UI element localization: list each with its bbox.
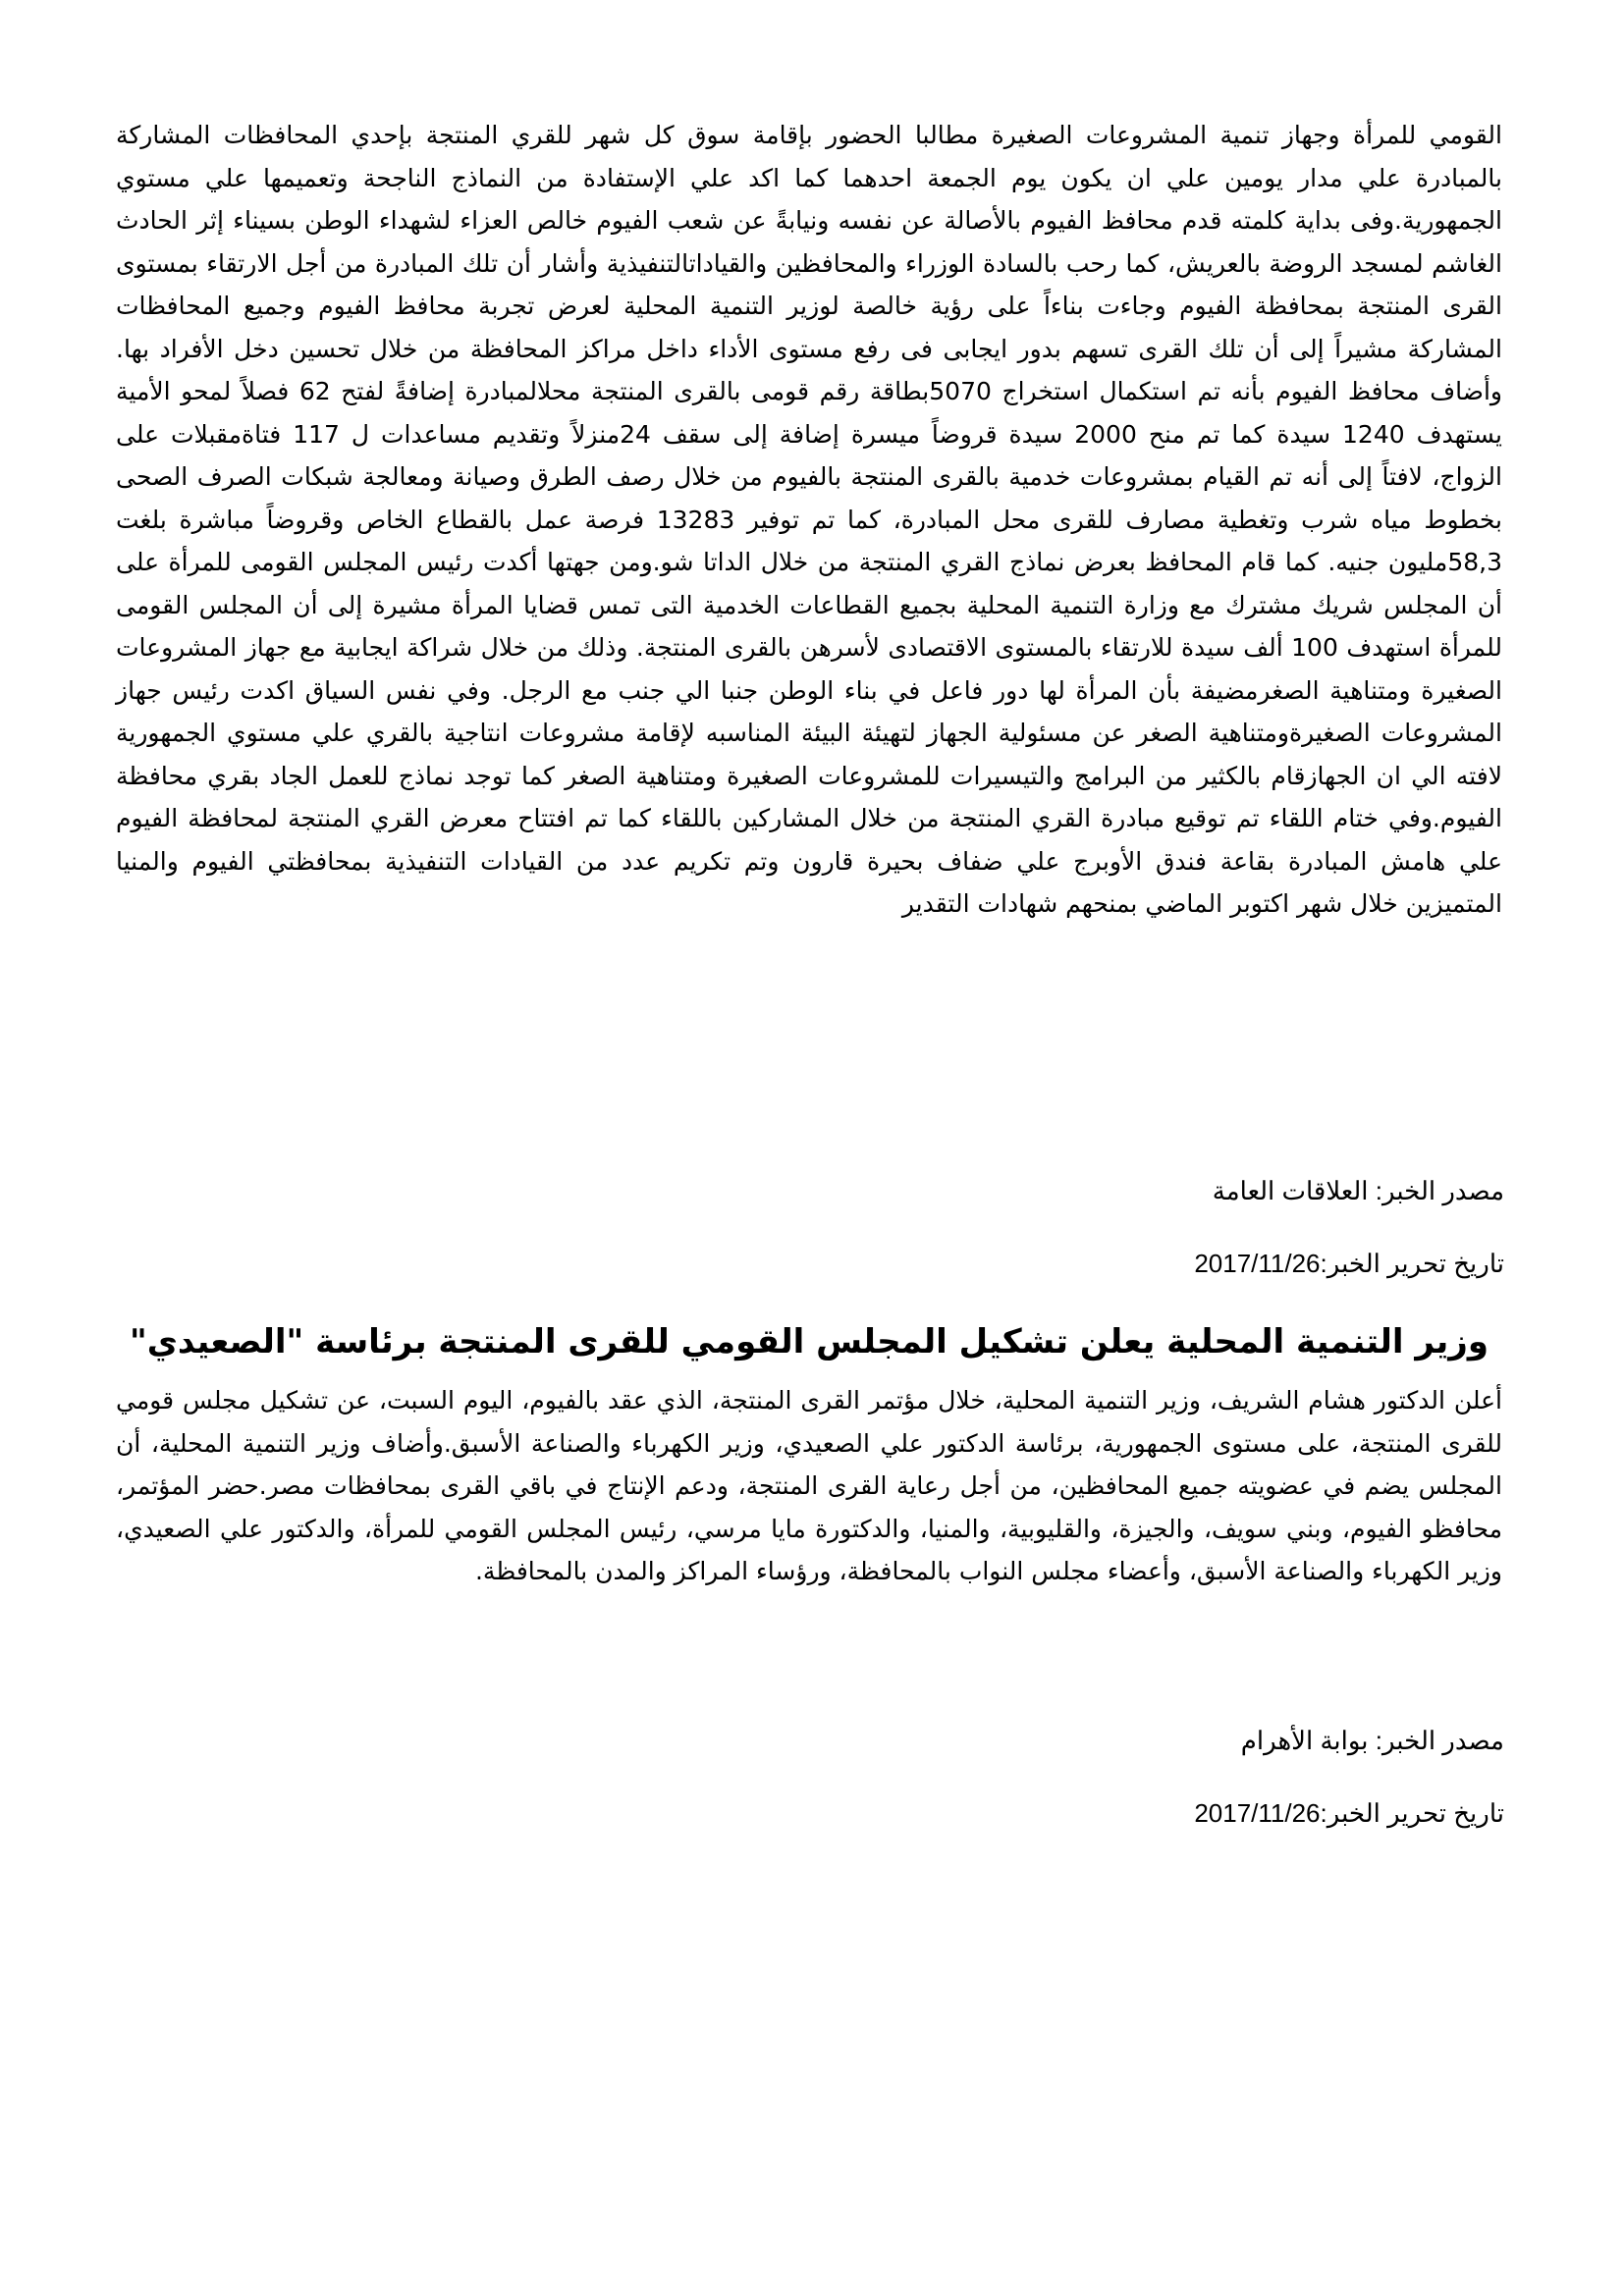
news-source-line: مصدر الخبر: بوابة الأهرام (1240, 1726, 1504, 1755)
article-headline: وزير التنمية المحلية يعلن تشكيل المجلس القومي للقرى المنتجة برئاسة "الصعيدي" (130, 1322, 1489, 1362)
article-body: أعلن الدكتور هشام الشريف، وزير التنمية المحلية، خلال مؤتمر القرى المنتجة، الذي عقد بالفيوم، اليوم السبت، عن تشكيل مجلس قومي للقرى المنتجة، على مستوى الجمهورية، برئاسة الدكتور علي الصعيدي، وزير الكهرباء والصناعة الأسبق.وأضاف وزير التنمية المحلية، أن المجلس يضم في عضويته جميع المحافظين، من أجل رعاية القرى المنتجة، ودعم الإنتاج في باقي القرى بمحافظات مصر.حضر المؤتمر، محافظو الفيوم، وبني سويف، والجيزة، والقليوبية، والمنيا، والدكتورة مايا مرسي، رئيس المجلس القومي للمرأة، والدكتور علي الصعيدي، وزير الكهرباء والصناعة الأسبق، وأعضاء مجلس النواب بالمحافظة، ورؤساء المراكز والمدن بالمحافظة. (116, 1386, 1502, 1586)
article-body-continued: القومي للمرأة وجهاز تنمية المشروعات الصغيرة مطالبا الحضور بإقامة سوق كل شهر للقري المنتجة بإحدي المحافظات المشاركة بالمبادرة علي مدار يومين علي ان يكون يوم الجمعة احدهما كما اكد علي الإستفادة من النماذج الناجحة وتعميمها علي مستوي الجمهورية.وفى بداية كلمته قدم محافظ الفيوم بالأصالة عن نفسه ونيابةً عن شعب الفيوم خالص العزاء لشهداء الوطن بسيناء إثر الحادث الغاشم لمسجد الروضة بالعريش، كما رحب بالسادة الوزراء والمحافظين والقياداتالتنفيذية وأشار أن تلك المبادرة من أجل الارتقاء بمستوى القرى المنتجة بمحافظة الفيوم وجاءت بناءاً على رؤية خالصة لوزير التنمية المحلية لعرض تجربة محافظ الفيوم وجميع المحافظات المشاركة مشيراً إلى أن تلك القرى تسهم بدور ايجابى فى رفع مستوى الأداء داخل مراكز المحافظة من خلال تحسين دخل الأفراد بها. وأضاف محافظ الفيوم بأنه تم استكمال استخراج 5070بطاقة رقم قومى بالقرى المنتجة محلالمبادرة إضافةً لفتح 62 فصلاً لمحو الأمية يستهدف 1240 سيدة كما تم منح 2000 سيدة قروضاً ميسرة إضافة إلى سقف 24منزلاً وتقديم مساعدات ل 117 فتاةمقبلات على الزواج، لافتاً إلى أنه تم القيام بمشروعات خدمية بالقرى المنتجة بالفيوم من خلال رصف الطرق وصيانة ومعالجة شبكات الصرف الصحى بخطوط مياه شرب وتغطية مصارف للقرى محل المبادرة، كما تم توفير 13283 فرصة عمل بالقطاع الخاص وقروضاً مباشرة بلغت 58,3مليون جنيه. كما قام المحافظ بعرض نماذج القري المنتجة من خلال الداتا شو.ومن جهتها أكدت رئيس المجلس القومى للمرأة على أن المجلس شريك مشترك مع وزارة التنمية المحلية بجميع القطاعات الخدمية التى تمس قضايا المرأة مشيرة إلى أن المجلس القومى للمرأة استهدف 100 ألف سيدة للارتقاء بالمستوى الاقتصادى لأسرهن بالقرى المنتجة. وذلك من خلال شراكة ايجابية مع جهاز المشروعات الصغيرة ومتناهية الصغرمضيفة بأن المرأة لها دور فاعل في بناء الوطن جنبا الي جنب مع الرجل. وفي نفس السياق اكدت رئيس جهاز المشروعات الصغيرةومتناهية الصغر عن مسئولية الجهاز لتهيئة البيئة المناسبه لإقامة مشروعات انتاجية بالقري علي مستوي الجمهورية لافته الي ان الجهازقام بالكثير من البرامج والتيسيرات للمشروعات الصغيرة ومتناهية الصغر كما توجد نماذج للعمل الجاد بقري محافظة الفيوم.وفي ختام اللقاء تم توقيع مبادرة القري المنتجة من خلال المشاركين باللقاء كما تم افتتاح معرض القري المنتجة لمحافظة الفيوم علي هامش المبادرة بقاعة فندق الأوبرج علي ضفاف بحيرة قارون وتم تكريم عدد من القيادات التنفيذية بمحافظتي الفيوم والمنيا المتميزين خلال شهر اكتوبر الماضي بمنحهم شهادات التقدير (116, 121, 1503, 918)
news-date-line: تاريخ تحرير الخبر:2017/11/26 (1194, 1249, 1504, 1278)
news-source-line: مصدر الخبر: العلاقات العامة (1212, 1176, 1504, 1205)
news-date-line: تاريخ تحرير الخبر:2017/11/26 (1194, 1798, 1504, 1828)
